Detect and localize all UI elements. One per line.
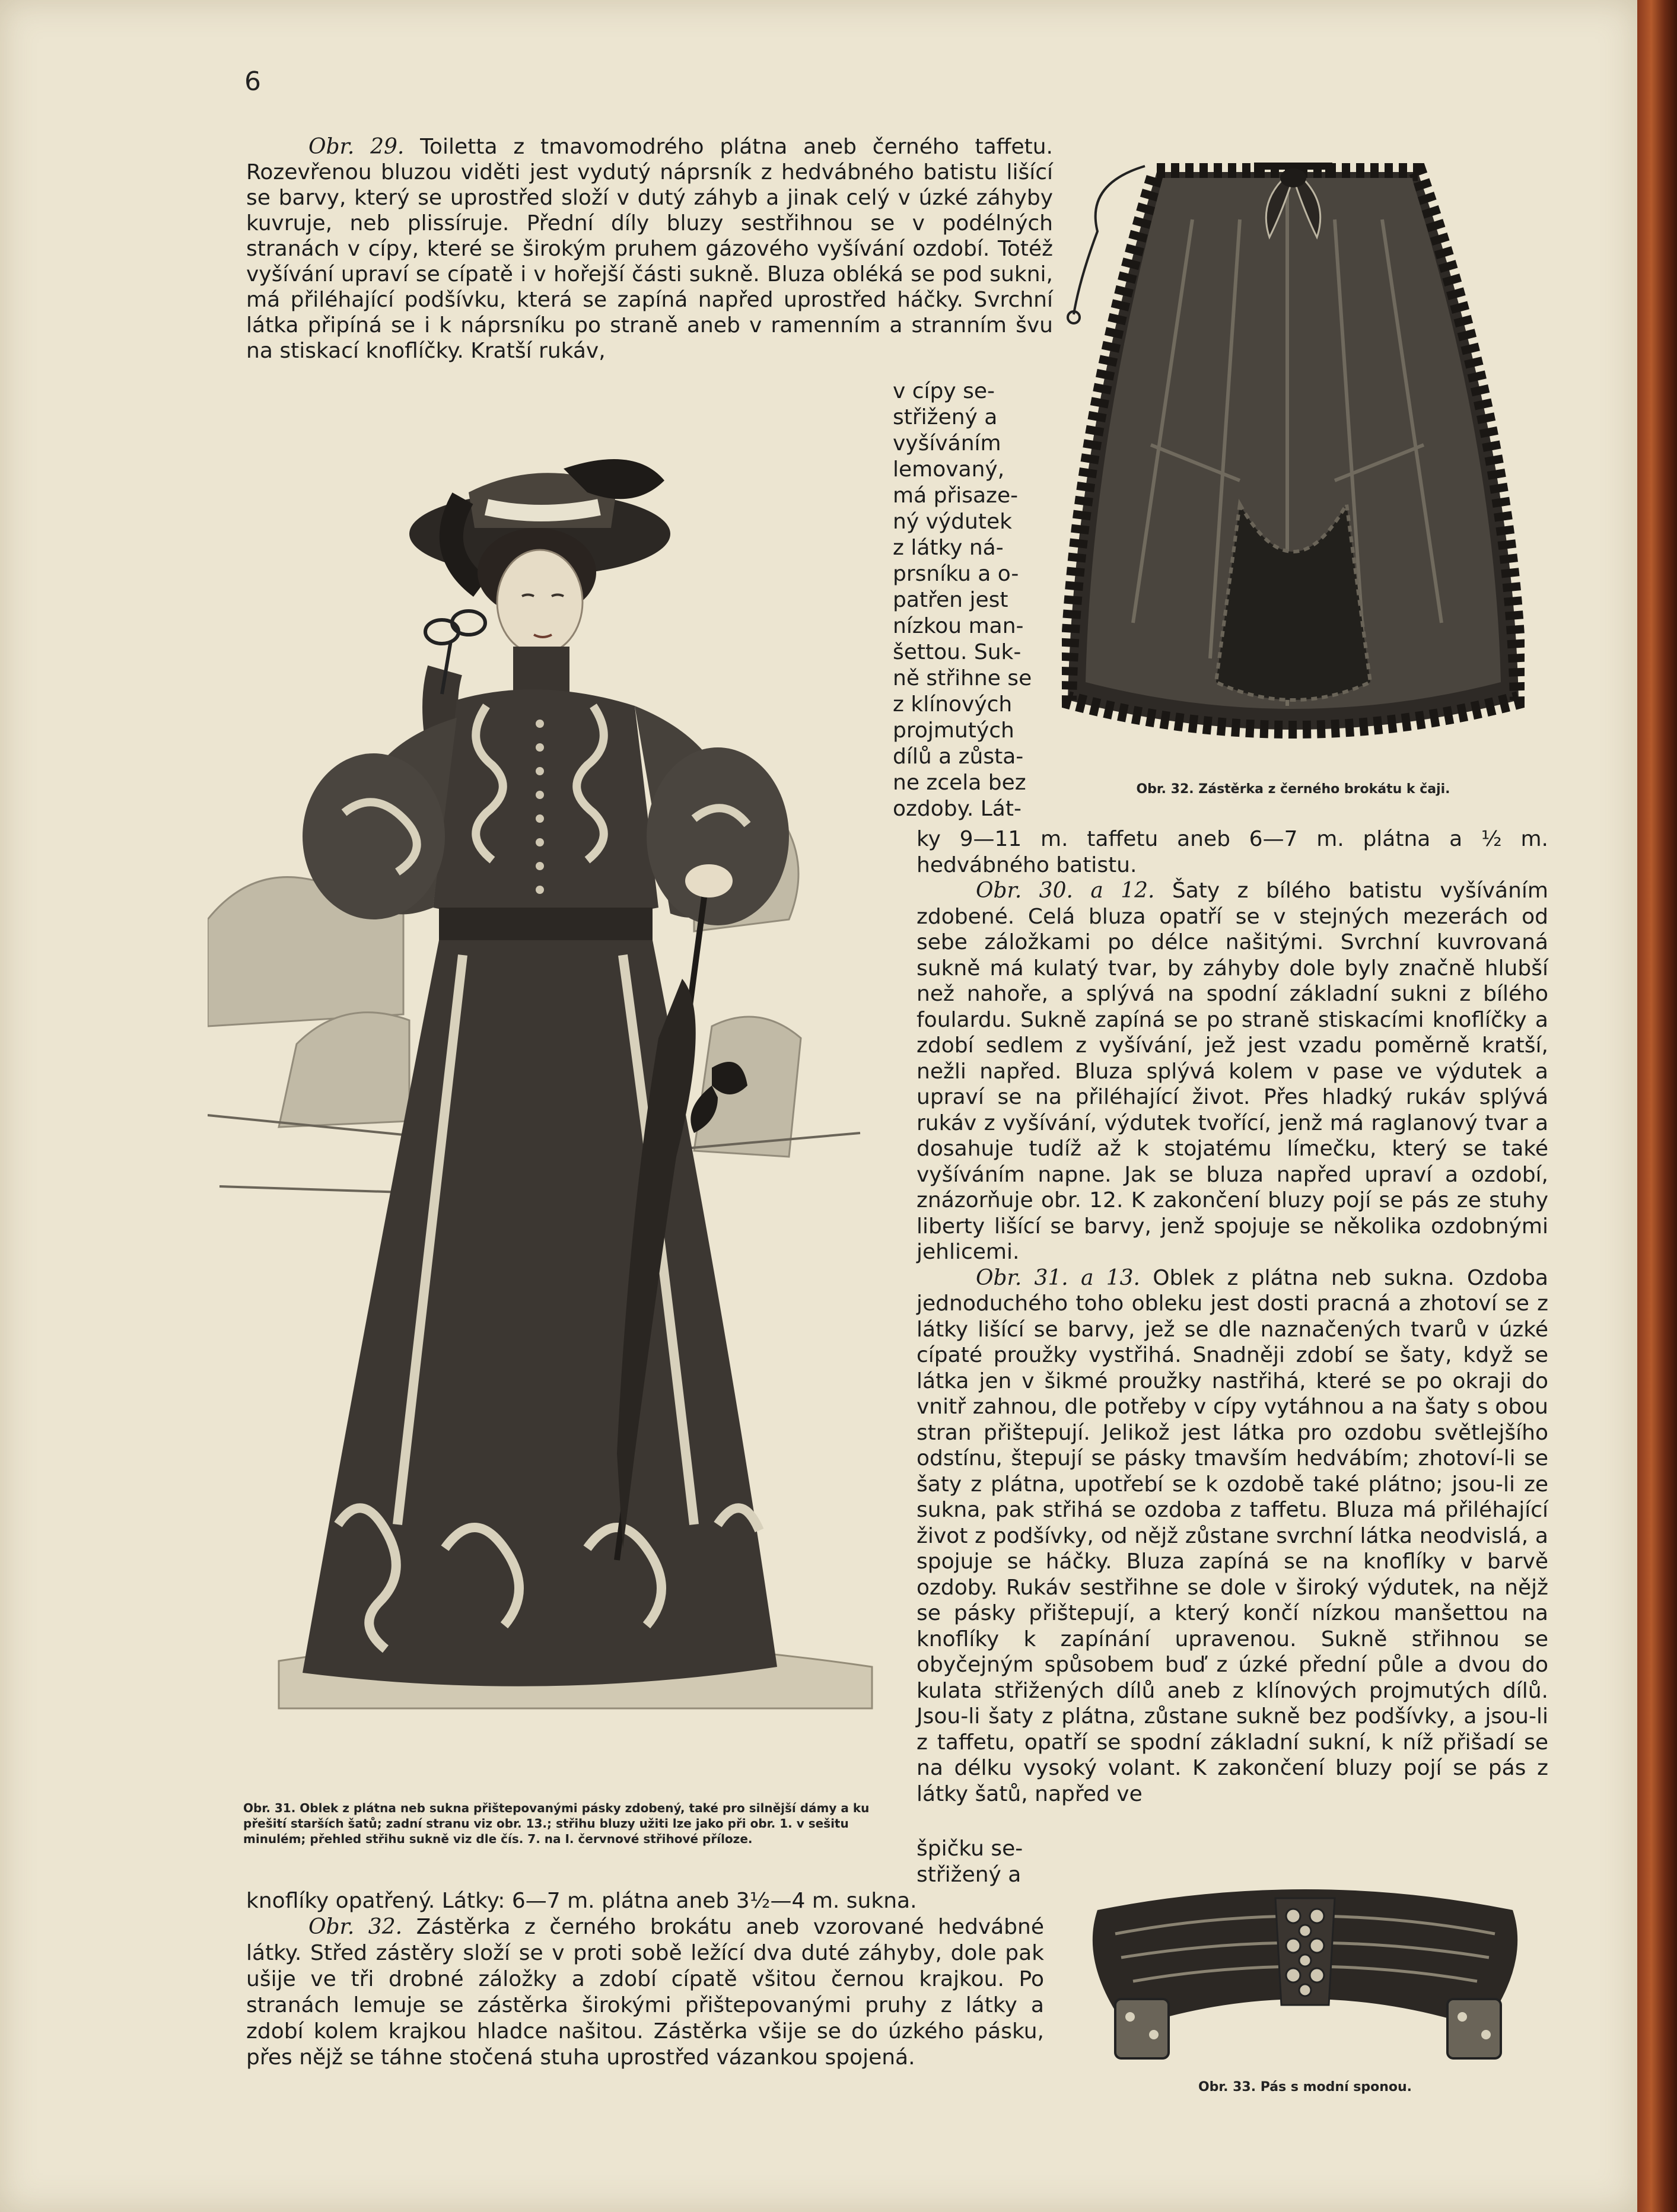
bottom-paragraph-text: Zástěrka z černého brokátu aneb vzorované hedvábné látky. Střed zástěry složí se v proti sobě ležící dva duté záhyby, dole pak ušije ve tři drobné záložky a zdobí cípatě všitou černou krajkou. Po stranách lemuje se zástěrka širokými přištepovanými pruhy z látky a zdobí kolem krajkou hladce našitou. Zástěrka všije se do úzkého pásku, přes nějž se táhne stočená stuha uprostřed vázankou spojená. bbox=[246, 1915, 1044, 2070]
narrow-line: ne zcela bez bbox=[893, 771, 1026, 795]
right-paragraph-3 bbox=[917, 1265, 1548, 1807]
narrow-line: z klínových bbox=[893, 692, 1013, 717]
narrow-line: střižený a bbox=[893, 405, 998, 429]
narrow-line: ný výdutek bbox=[893, 510, 1012, 534]
narrow-line: patřen jest bbox=[893, 588, 1008, 612]
bottom-paragraph bbox=[246, 1914, 1044, 2071]
narrow-line: ně střihne se bbox=[893, 666, 1032, 690]
figure-32-illustration bbox=[1062, 148, 1525, 759]
narrow-line: šettou. Suk- bbox=[893, 640, 1022, 664]
narrow-line: nízkou man- bbox=[893, 614, 1024, 638]
narrow-line: z látky ná- bbox=[893, 536, 1004, 560]
bottom-line: knoflíky opatřený. Látky: 6—7 m. plátna aneb 3½—4 m. sukna. bbox=[246, 1889, 917, 1913]
fig-ref-32: Obr. 32. bbox=[308, 1915, 403, 1939]
top-paragraph bbox=[246, 134, 1053, 364]
right-paragraph-2-text: Šaty z bílého batistu vyšíváním zdobené. Celá bluza opatří se v stejných mezerách od sebe záložkami po délce našitými. Svrchní kuvrovaná sukně má kulatý tvar, by záhyby dole byly značně hlubší než nahoře, a splývá na spodní základní sukni z bílého foulardu. Sukně zapíná se po straně stiskacími knoflíčky a zdobí sedlem z vyšívání, jež jest vzadu poměrně kratší, nežli napřed. Bluza splývá kolem v pase ve výdutek a upraví se na přiléhající život. Přes hladký rukáv splývá rukáv z vyšívání, výdutek tvořící, jenž má raglanový tvar a dosahuje tudíž až k stojatému límečku, který se také vyšíváním napne. Jak se bluza napřed upraví a ozdobí, znázorňuje obr. 12. K zakončení bluzy pojí se pás ze stuhy liberty lišící se barvy, jenž spojuje se několika ozdobnými jehlicemi. bbox=[917, 879, 1548, 1264]
tail-line: špičku se- bbox=[917, 1837, 1023, 1861]
fig-ref-31: Obr. 31. a 13. bbox=[976, 1265, 1140, 1290]
right-paragraph-2 bbox=[917, 878, 1548, 1265]
top-paragraph-text: Toiletta z tmavomodrého plátna aneb černého taffetu. Rozevřenou bluzou viděti jest vydutý náprsník z hedvábného batistu lišící se barvy, který se uprostřed složí v dutý záhyb a jinak celý v úzké záhyby kuvruje, neb plissíruje. Přední díly bluzy sestřihnou se v podélných stranách v cípy, které se širokým pruhem gázového vyšívání ozdobí. Totéž vyšívání upraví se cípatě i v hořejší části sukně. Bluza obléká se pod sukni, má přiléhající podšívku, která se zapíná napřed uprostřed háčky. Svrchní látka připíná se i k náprsníku po straně aneb v ramenním a stranním švu na stiskací knoflíčky. Kratší rukáv, bbox=[246, 135, 1054, 363]
narrow-line: dílů a zůsta- bbox=[893, 744, 1024, 769]
figure-31-caption: Obr. 31. Oblek z plátna neb sukna přištepovanými pásky zdobený, také pro silnější dámy a ku přešití starších šatů; zadní stranu viz obr. 13.; střihu bluzy užiti lze jako při obr. 1. v sešitu minulém; přehled střihu sukně viz dle čís. 7. na I. červnové střihové příloze. bbox=[243, 1801, 870, 1846]
book-spine-edge bbox=[1637, 0, 1677, 2212]
narrow-line: lemovaný, bbox=[893, 457, 1005, 482]
figure-33-illustration bbox=[1080, 1874, 1530, 2070]
figure-31-illustration bbox=[208, 445, 890, 1768]
right-paragraph-3-text: Oblek z plátna neb sukna. Ozdoba jednoduchého toho obleku jest dosti pracná a zhotoví se z látky lišící se barvy, jež se dle naznačených tvarů v úzké cípaté proužky vystřihá. Snadněji zdobí se šaty, když se látka jen v šikmé proužky nastřihá, které se po okraji do vnitř zahnou, dle potřeby v cípy vytáhnou a na šaty s obou stran přištepují. Jelikož jest látka pro ozdobu světlejšího odstínu, štepují se pásky tmavším hedvábím; zhotoví-li se šaty z plátna, upotřebí se k ozdobě také plátno; jsou-li ze sukna, pak střihá se ozdoba z taffetu. Bluza má přiléhající život z podšívky, od nějž zůstane svrchní látka neodvislá, a spojuje se háčky. Bluza zapíná se na knoflíky v barvě ozdoby. Rukáv sestřihne se dole v široký výdutek, na nějž se pásky přištepují, a který končí nízkou manšettou na knoflíky k zapínání upravenou. Sukně střihnou se obyčejným spůsobem buď z úzké přední půle a dvou do kulata střižených dílů aneb z klínových projmutých dílů. Jsou-li šaty z plátna, zůstane sukně bez podšívky, a jsou-li z taffetu, opatří se spodní základní sukní, k níž přišadí se na délku vysoký volant. K zakončení bluzy pojí se pás z látky šatů, napřed ve bbox=[917, 1265, 1548, 1806]
fig-ref-29: Obr. 29. bbox=[308, 135, 405, 159]
narrow-column bbox=[893, 378, 1046, 822]
right-paragraph-1: ky 9—11 m. taffetu aneb 6—7 m. plátna a ½ m. hedvábného batistu. bbox=[917, 827, 1548, 877]
woman-in-dress-engraving bbox=[208, 445, 890, 1768]
apron-engraving bbox=[1062, 148, 1525, 759]
narrow-line: vyšíváním bbox=[893, 431, 1001, 456]
figure-32-caption: Obr. 32. Zástěrka z černého brokátu k čaji. bbox=[1136, 782, 1450, 797]
page-number: 6 bbox=[244, 66, 261, 97]
narrow-line: má přisaze- bbox=[893, 483, 1019, 508]
fig-ref-30: Obr. 30. a 12. bbox=[976, 879, 1155, 903]
narrow-line: ozdoby. Lát- bbox=[893, 797, 1022, 821]
belt-with-buckle-engraving bbox=[1080, 1874, 1530, 2070]
figure-33-caption: Obr. 33. Pás s modní sponou. bbox=[1198, 2080, 1412, 2095]
narrow-line: prsníku a o- bbox=[893, 562, 1019, 586]
narrow-line: projmutých bbox=[893, 718, 1014, 743]
right-tail bbox=[917, 1836, 1047, 1888]
right-column-text bbox=[917, 826, 1548, 1807]
narrow-line: v cípy se- bbox=[893, 379, 995, 403]
tail-line: střižený a bbox=[917, 1863, 1022, 1887]
